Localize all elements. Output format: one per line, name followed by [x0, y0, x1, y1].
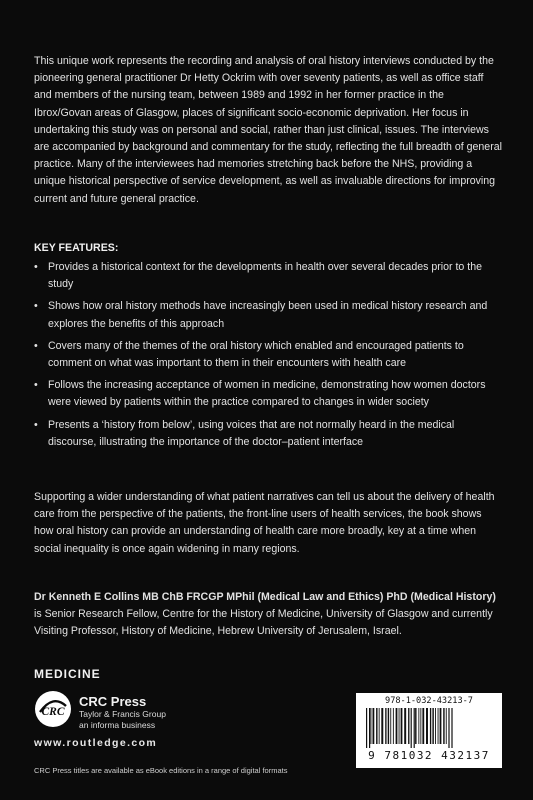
bullet-icon: •	[34, 261, 38, 273]
list-item: • Shows how oral history methods have increasingly been used in medical history research and explores the benefits of this approach	[34, 300, 488, 330]
publisher-website: www.routledge.com	[34, 737, 158, 749]
key-features-list	[34, 259, 504, 456]
summary-paragraph: Supporting a wider understanding of what patient narratives can tell us about the delivery of health care from the perspective of the patients, the front-line users of health services, the book shows how oral history can provide an understanding of health care more broadly, key at a time when social inequality is once again widening in many regions.	[34, 491, 495, 555]
publisher-block	[79, 694, 166, 731]
author-bio	[34, 589, 502, 641]
bullet-icon: •	[34, 339, 38, 352]
isbn-barcode	[356, 693, 502, 768]
list-item: • Follows the increasing acceptance of women in medicine, demonstrating how women doctors were viewed by patients within the practice compared to changes in wider society	[34, 379, 486, 409]
list-item: • Presents a ‘history from below’, using voices that are not normally heard in the medical discourse, illustrating the importance of the doctor–patient interface	[34, 418, 455, 448]
intro-paragraph: This unique work represents the recording and analysis of oral history interviews conducted by the pioneering general practitioner Dr Hetty Ockrim with over seventy patients, as well as office staff and members of the nursing team, between 1989 and 1992 in her former practice in the Ibrox/Govan areas of Glasgow, places of significant socio-economic deprivation. Her focus in undertaking this study was on personal and social, rather than just clinical, issues. The interviews are accompanied by background and commentary for the study, reflecting the full breadth of general practice. Many of the interviewees had memories stretching back before the NHS, providing a unique historical perspective of service development, as well as invaluable directions for improving current and future general practice.	[34, 55, 502, 205]
barcode-digits: 9 781032 432137	[368, 749, 490, 762]
svg-text:CRC: CRC	[41, 706, 65, 718]
bullet-icon: •	[34, 379, 38, 392]
key-features-heading: KEY FEATURES:	[34, 242, 119, 254]
list-item: • Covers many of the themes of the oral history which enabled and encouraged patients to comment on what was important to them in their encounters with health care	[34, 339, 464, 370]
list-item: • Provides a historical context for the developments in health over several decades prior to the study	[34, 261, 482, 291]
bullet-icon: •	[34, 300, 38, 313]
publisher-group: Taylor & Francis Group	[79, 709, 166, 719]
isbn-number: 978-1-032-43213-7	[385, 696, 473, 706]
crc-press-logo-icon	[34, 690, 72, 728]
bullet-icon: •	[34, 418, 38, 431]
author-name: Dr Kenneth E Collins MB ChB FRCGP MPhil (Medical Law and Ethics) PhD (Medical History)	[34, 591, 496, 603]
ebook-note: CRC Press titles are available as eBook editions in a range of digital formats	[34, 766, 288, 775]
author-description: is Senior Research Fellow, Centre for the History of Medicine, University of Glasgow and currently Visiting Professor, History of Medicine, Hebrew University of Jerusalem, Israel.	[34, 608, 493, 638]
publisher-name: CRC Press	[79, 694, 147, 709]
publisher-tagline: an informa business	[79, 720, 156, 730]
barcode-bars	[364, 708, 494, 748]
subject-label: MEDICINE	[34, 667, 101, 681]
